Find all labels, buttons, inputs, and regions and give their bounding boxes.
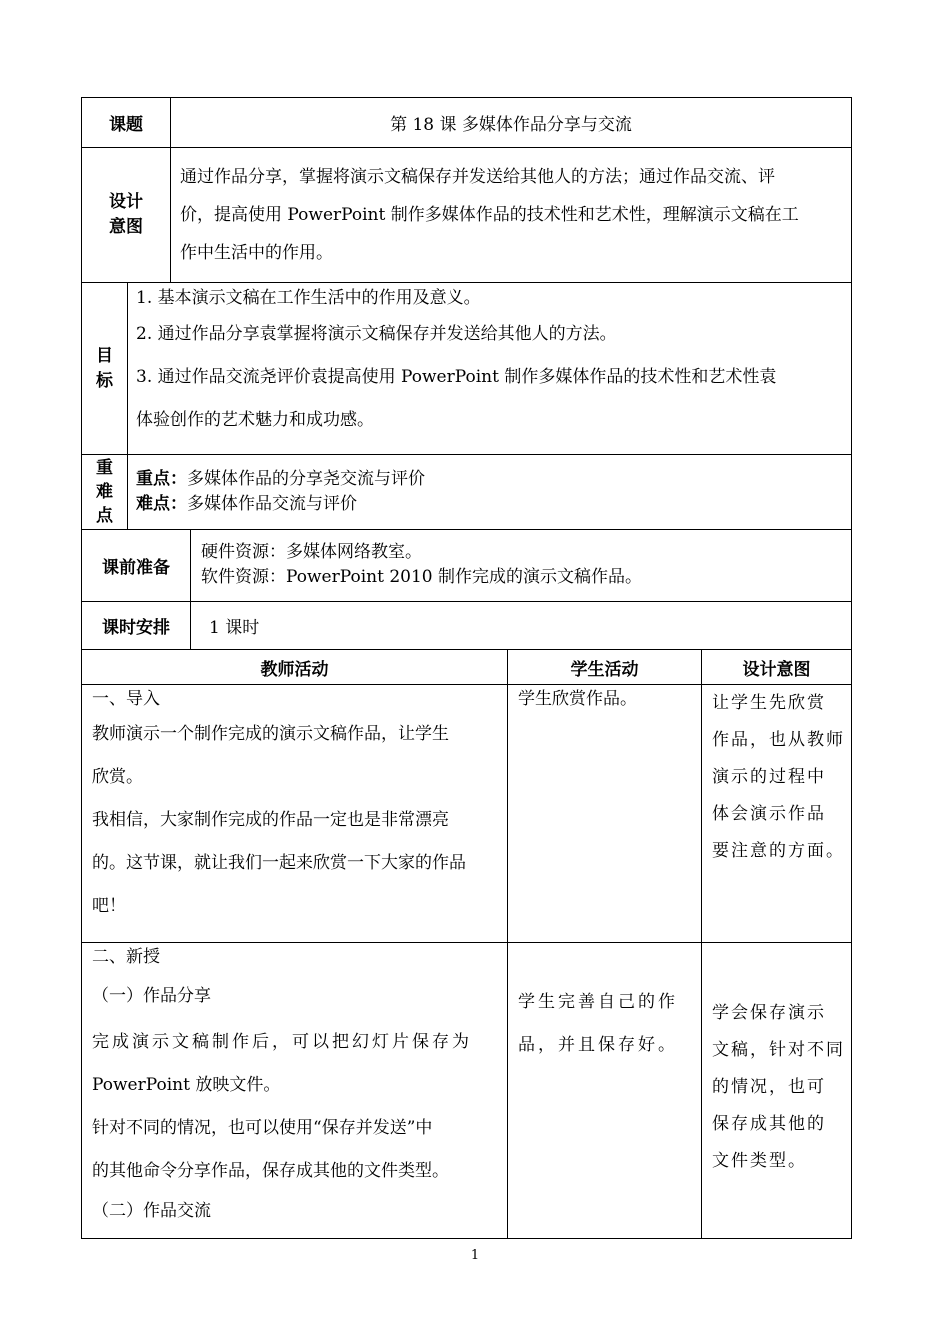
intent-line: 学会保存演示 xyxy=(712,1003,826,1023)
teacher-line: （二）作品交流 xyxy=(92,1201,211,1221)
topic-value xyxy=(171,98,852,148)
student-line: 学生欣赏作品。 xyxy=(518,689,637,709)
design-label-line: 意图 xyxy=(109,217,143,237)
design-intent-header xyxy=(702,650,852,685)
prep-label xyxy=(82,530,191,602)
teacher-header-text: 教师活动 xyxy=(260,659,329,680)
teacher-line: 的其他命令分享作品，保存成其他的文件类型。 xyxy=(92,1161,449,1181)
software-line: 软件资源：PowerPoint 2010 制作完成的演示文稿作品。 xyxy=(201,567,642,587)
intent-header-text: 设计意图 xyxy=(742,659,811,680)
student-line: 学生完善自己的作 xyxy=(518,992,678,1012)
design-intent-cell xyxy=(702,943,852,1239)
intent-line: 的情况，也可 xyxy=(712,1077,826,1097)
teacher-activity-cell xyxy=(82,943,508,1239)
difficulty-text: 多媒体作品交流与评价 xyxy=(187,494,357,514)
teacher-line: 完成演示文稿制作后，可以把幻灯片保存为 xyxy=(92,1032,472,1052)
lesson-info-table xyxy=(81,97,852,650)
page-number: 1 xyxy=(470,1248,480,1263)
intent-line: 文件类型。 xyxy=(712,1151,807,1171)
goal-line: 3. 通过作品交流尧评价袁提高使用 PowerPoint 制作多媒体作品的技术性和艺术性袁 xyxy=(136,367,777,387)
teacher-line: 我相信，大家制作完成的作品一定也是非常漂亮 xyxy=(92,810,449,830)
hardware-line: 硬件资源：多媒体网络教室。 xyxy=(201,542,422,562)
teacher-line: 针对不同的情况，也可以使用“保存并发送”中 xyxy=(92,1118,433,1138)
key-points-label xyxy=(82,455,128,530)
goals-label-line: 标 xyxy=(96,370,113,391)
design-label xyxy=(82,148,171,283)
intent-line: 保存成其他的 xyxy=(712,1114,826,1134)
intent-line: 让学生先欣赏 xyxy=(712,693,826,713)
goal-line: 2. 通过作品分享袁掌握将演示文稿保存并发送给其他人的方法。 xyxy=(136,324,617,344)
teacher-line: 欣赏。 xyxy=(92,767,143,787)
design-line: 作中生活中的作用。 xyxy=(180,243,333,263)
focus-line xyxy=(136,467,851,492)
teacher-line: 一、导入 xyxy=(92,689,160,709)
key-points-text xyxy=(128,455,852,530)
goals-label xyxy=(82,283,128,455)
design-line: 通过作品分享，掌握将演示文稿保存并发送给其他人的方法；通过作品交流、评 xyxy=(180,167,775,187)
teacher-activity-cell xyxy=(82,685,508,943)
prep-label-text: 课前准备 xyxy=(102,558,170,578)
difficulty-line xyxy=(136,492,851,517)
teacher-line: 的。这节课，就让我们一起来欣赏一下大家的作品 xyxy=(92,853,466,873)
activity-table xyxy=(81,650,852,1239)
student-activity-cell xyxy=(508,943,702,1239)
key-label-line: 难 xyxy=(96,482,113,502)
goals-label-line: 目 xyxy=(96,345,113,366)
student-activity-cell xyxy=(508,685,702,943)
teacher-line: 吧！ xyxy=(92,896,126,916)
student-line: 品，并且保存好。 xyxy=(518,1035,678,1055)
key-label-line: 点 xyxy=(96,506,113,526)
schedule-value-text: 1 课时 xyxy=(209,618,260,638)
design-line: 价，提高使用 PowerPoint 制作多媒体作品的技术性和艺术性，理解演示文稿在工 xyxy=(180,205,799,225)
focus-label: 重点： xyxy=(136,469,187,489)
schedule-label-text: 课时安排 xyxy=(102,618,170,638)
teacher-line: 教师演示一个制作完成的演示文稿作品，让学生 xyxy=(92,724,449,744)
teacher-line: （一）作品分享 xyxy=(92,986,211,1006)
goal-line: 体验创作的艺术魅力和成功感。 xyxy=(136,410,374,430)
topic-value-text: 第 18 课 多媒体作品分享与交流 xyxy=(390,115,632,135)
schedule-value xyxy=(191,602,852,650)
difficulty-label: 难点： xyxy=(136,494,187,514)
topic-label-text: 课题 xyxy=(109,115,143,135)
intent-line: 文稿，针对不同 xyxy=(712,1040,845,1060)
intent-line: 演示的过程中 xyxy=(712,767,826,787)
design-intent-text xyxy=(171,148,852,283)
teacher-line: PowerPoint 放映文件。 xyxy=(92,1075,281,1095)
focus-text: 多媒体作品的分享尧交流与评价 xyxy=(187,469,425,489)
teacher-activity-header xyxy=(82,650,508,685)
teacher-line: 二、新授 xyxy=(92,947,160,967)
intent-line: 体会演示作品 xyxy=(712,804,826,824)
key-label-line: 重 xyxy=(96,458,113,478)
student-activity-header xyxy=(508,650,702,685)
intent-line: 要注意的方面。 xyxy=(712,841,845,861)
design-intent-cell xyxy=(702,685,852,943)
design-label-line: 设计 xyxy=(109,192,143,212)
schedule-label xyxy=(82,602,191,650)
topic-label xyxy=(82,98,171,148)
intent-line: 作品，也从教师 xyxy=(712,730,845,750)
goals-text xyxy=(128,283,852,455)
prep-text xyxy=(191,530,852,602)
goal-line: 1. 基本演示文稿在工作生活中的作用及意义。 xyxy=(136,288,481,308)
student-header-text: 学生活动 xyxy=(570,659,639,680)
